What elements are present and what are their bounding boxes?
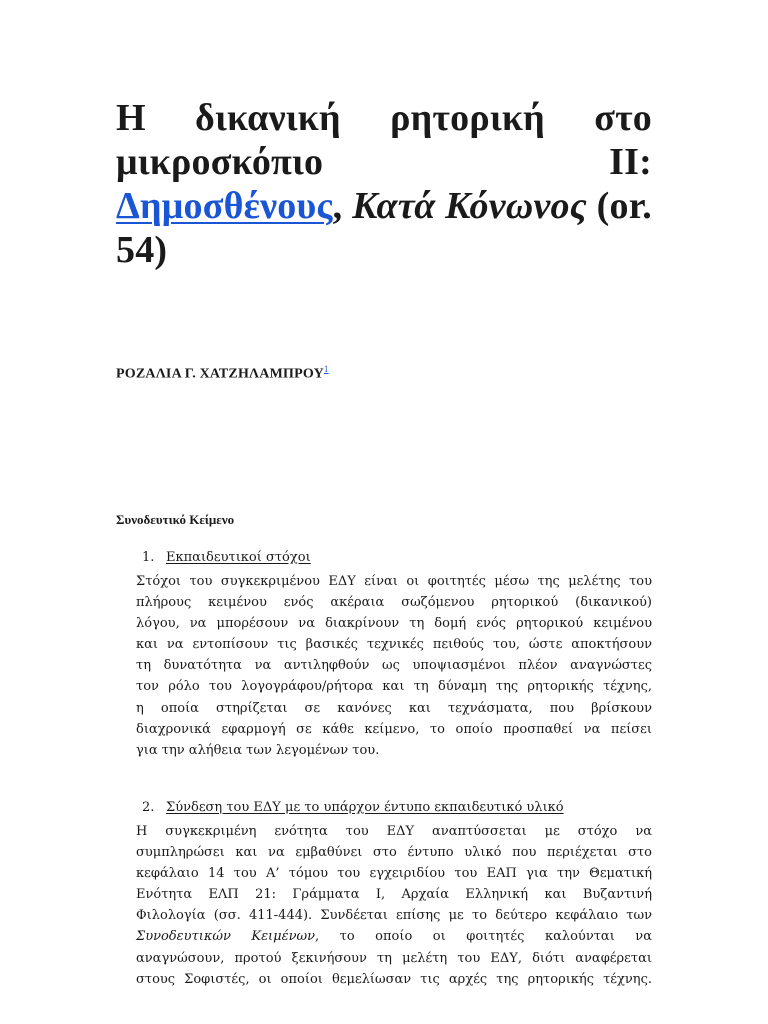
title-word: μικροσκόπιο: [116, 141, 324, 183]
line-text: , το οποίο οι φοιτητές καλούνται να: [314, 929, 652, 945]
paragraph-line: Ενότητα ΕΛΠ 21: Γράμματα Ι, Αρχαία Ελληνική και Βυζαντινή: [136, 887, 652, 903]
section-2-heading: [142, 800, 564, 815]
title-line-4: 54): [116, 229, 168, 271]
title-italic-work: Κατά Κόνωνος: [352, 185, 587, 227]
paragraph-line: στους Σοφιστές, οι οποίοι θεμελίωσαν τις αρχές της ρητορικής τέχνης.: [136, 971, 652, 987]
author-line: [116, 364, 329, 383]
paragraph-line: αναγνώσουν, προτού ξεκινήσουν τη μελέτη του ΕΔΥ, διότι αναφέρεται: [136, 950, 652, 966]
paragraph-line: η οποία στηρίζεται σε κανόνες και τεχνάσματα, που βρίσκουν: [136, 700, 652, 716]
paragraph-line: κεφάλαιο 14 του Α’ τόμου του εγχειριδίου του ΕΑΠ για την Θεματική: [136, 866, 652, 882]
title-word: δικανική: [195, 97, 341, 139]
paragraph-line: για την αλήθεια των λεγομένων του.: [136, 742, 380, 758]
title-word: ρητορική: [390, 97, 545, 139]
footnote-link[interactable]: 1: [323, 364, 329, 374]
paragraph-line: Φιλολογία (σσ. 411-444). Συνδέεται επίσης με το δεύτερο κεφάλαιο των: [136, 908, 652, 924]
title-word: Η: [116, 97, 146, 139]
paragraph-line: τη δυνατότητα να αντιληφθούν ως υποψιασμένοι πλέον αναγνώστες: [136, 658, 652, 674]
paragraph-line: πλήρους κειμένου ενός ακέραια σωζόμενου ρητορικού (δικανικού): [136, 595, 652, 611]
title-comma: ,: [332, 185, 343, 227]
paragraph-line: και να εντοπίσουν τις βασικές τεχνικές πειθούς του, ώστε αποκτήσουν: [136, 637, 652, 653]
paragraph-line: συμπληρώσει και να εμβαθύνει στο έντυπο υλικό που περιέχεται στο: [136, 845, 652, 861]
title-or: (or.: [596, 185, 652, 227]
document-title: [116, 96, 652, 272]
title-word: στο: [594, 97, 652, 139]
paragraph-line: τον ρόλο του λογογράφου/ρήτορα και τη δύναμη της ρητορικής τέχνης,: [136, 679, 652, 695]
section-2-paragraph: [136, 821, 652, 990]
italic-reference: Συνοδευτικών Κειμένων: [136, 929, 315, 945]
demosthenes-link[interactable]: Δημοσθένους: [116, 185, 333, 227]
title-word: ΙΙ:: [609, 141, 652, 183]
paragraph-line: Στόχοι του συγκεκριμένου ΕΔΥ είναι οι φοιτητές μέσω της μελέτης του: [136, 574, 652, 589]
title-line-2: [116, 140, 652, 184]
section-1-paragraph: [136, 571, 652, 761]
section-title: Συνοδευτικό Κείμενο: [116, 512, 235, 527]
paragraph-line-mixed: [136, 926, 652, 947]
author-name: ΡΟΖΑΛΙΑ Γ. ΧΑΤΖΗΛΑΜΠΡΟΥ: [116, 366, 324, 382]
paragraph-line: Η συγκεκριμένη ενότητα του ΕΔΥ αναπτύσσεται με στόχο να: [136, 824, 652, 839]
section-2-heading-text: Σύνδεση του ΕΔΥ με το υπάρχον έντυπο εκπαιδευτικό υλικό: [166, 800, 564, 815]
paragraph-line: λόγου, να μπορέσουν να διακρίνουν τη δομή ενός ρητορικού κειμένου: [136, 616, 652, 632]
title-author-segment: [116, 184, 342, 228]
section-1-number: 1.: [142, 550, 155, 565]
title-line-3: [116, 184, 652, 228]
title-line-1: [116, 96, 652, 140]
section-1-heading-text: Εκπαιδευτικοί στόχοι: [166, 550, 311, 565]
paragraph-line: διαχρονικά εφαρμογή σε κάθε κείμενο, το οποίο προσπαθεί να πείσει: [136, 721, 652, 737]
section-1-heading: [142, 550, 311, 565]
section-2-number: 2.: [142, 800, 155, 815]
